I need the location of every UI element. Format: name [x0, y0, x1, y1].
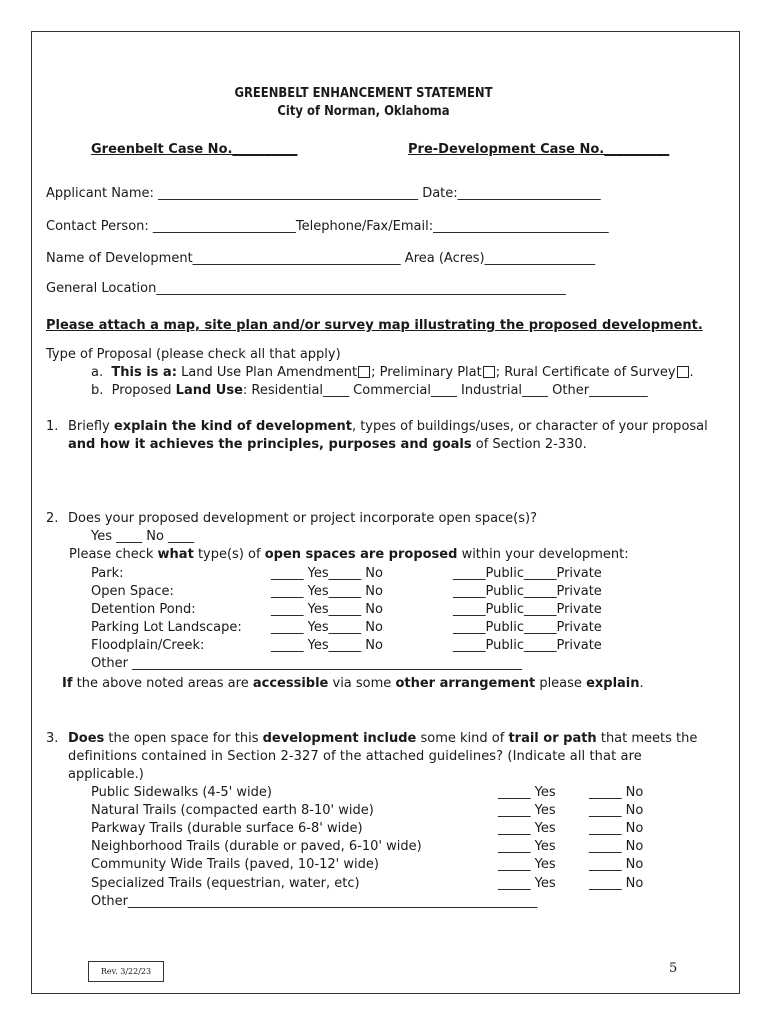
- open-space-label: Park:: [91, 566, 124, 581]
- proposal-a-label: This is a:: [111, 365, 177, 380]
- revision-label: Rev. 3/22/23: [88, 961, 164, 982]
- predevelopment-case-field[interactable]: Pre-Development Case No.__________: [408, 142, 670, 157]
- proposal-a-end: .: [689, 365, 694, 380]
- trail-yes-field[interactable]: _____ Yes: [498, 803, 556, 818]
- q3-trail-or-path: trail or path: [508, 731, 597, 746]
- proposal-a-prefix: a.: [91, 365, 104, 380]
- open-space-other-field[interactable]: Other ____________________________________________________________: [91, 656, 523, 671]
- form-subtitle: City of Norman, Oklahoma: [277, 104, 450, 119]
- proposal-b-prefix: b.: [91, 383, 104, 398]
- q2-check-text: Please check: [69, 547, 154, 562]
- trail-yes-field[interactable]: _____ Yes: [498, 785, 556, 800]
- trail-no-field[interactable]: _____ No: [589, 857, 644, 872]
- trail-type-label: Public Sidewalks (4-5' wide): [91, 785, 272, 800]
- proposal-line-a: [91, 365, 694, 381]
- q3-line1: [68, 731, 697, 747]
- q1-bold-goals: and how it achieves the principles, purposes and goals: [68, 437, 472, 452]
- q2-question: Does your proposed development or project incorporate open space(s)?: [68, 511, 537, 526]
- development-name-field[interactable]: Name of Development________________________________ Area (Acres)_________________: [46, 251, 596, 266]
- note-via-some: via some: [332, 676, 392, 691]
- q3-some-kind: some kind of: [420, 731, 505, 746]
- land-use-label: Land Use: [175, 383, 243, 398]
- note-if: If: [62, 676, 73, 691]
- q3-text: the open space for this: [108, 731, 259, 746]
- rural-certificate-checkbox[interactable]: [677, 366, 689, 378]
- open-space-public-private[interactable]: _____Public_____Private: [453, 638, 602, 653]
- q2-open-spaces-proposed: open spaces are proposed: [264, 547, 458, 562]
- open-space-label: Open Space:: [91, 584, 174, 599]
- q2-accessible-note: [62, 676, 644, 692]
- q2-check-instruction: [69, 547, 629, 563]
- q3-does: Does: [68, 731, 105, 746]
- open-space-label: Detention Pond:: [91, 602, 196, 617]
- trail-no-field[interactable]: _____ No: [589, 803, 644, 818]
- applicant-name-field[interactable]: Applicant Name: ________________________________________ Date:______________________: [46, 186, 601, 201]
- trail-other-field[interactable]: Other_______________________________________________________________: [91, 894, 538, 909]
- preliminary-plat-checkbox[interactable]: [483, 366, 495, 378]
- page-number: 5: [669, 961, 678, 976]
- open-space-public-private[interactable]: _____Public_____Private: [453, 584, 602, 599]
- note-text: the above noted areas are: [76, 676, 249, 691]
- q3-line2: definitions contained in Section 2-327 of the attached guidelines? (Indicate all that are: [68, 749, 642, 764]
- q2-number: 2.: [46, 511, 59, 526]
- note-please: please: [539, 676, 582, 691]
- land-use-amendment-label: Land Use Plan Amendment: [181, 365, 358, 380]
- trail-type-label: Natural Trails (compacted earth 8-10' wide): [91, 803, 374, 818]
- q3-development-include: development include: [262, 731, 417, 746]
- trail-yes-field[interactable]: _____ Yes: [498, 876, 556, 891]
- open-space-public-private[interactable]: _____Public_____Private: [453, 620, 602, 635]
- greenbelt-case-field[interactable]: Greenbelt Case No.__________: [91, 142, 298, 157]
- trail-no-field[interactable]: _____ No: [589, 876, 644, 891]
- open-space-yes-no[interactable]: _____ Yes_____ No: [271, 602, 383, 617]
- trail-yes-field[interactable]: _____ Yes: [498, 821, 556, 836]
- open-space-yes-no[interactable]: _____ Yes_____ No: [271, 584, 383, 599]
- land-use-options[interactable]: : Residential____ Commercial____ Industrial____ Other_________: [242, 383, 648, 398]
- q2-types-of: type(s) of: [197, 547, 261, 562]
- trail-type-label: Community Wide Trails (paved, 10-12' wide): [91, 857, 379, 872]
- trail-type-label: Specialized Trails (equestrian, water, etc): [91, 876, 360, 891]
- note-explain: explain: [586, 676, 640, 691]
- trail-type-label: Parkway Trails (durable surface 6-8' wide): [91, 821, 363, 836]
- open-space-yes-no[interactable]: _____ Yes_____ No: [271, 566, 383, 581]
- general-location-field[interactable]: General Location_______________________________________________________________: [46, 281, 566, 296]
- trail-yes-field[interactable]: _____ Yes: [498, 839, 556, 854]
- trail-yes-field[interactable]: _____ Yes: [498, 857, 556, 872]
- rural-certificate-label: ; Rural Certificate of Survey: [495, 365, 676, 380]
- note-other-arrangement: other arrangement: [395, 676, 536, 691]
- q3-number: 3.: [46, 731, 59, 746]
- open-space-public-private[interactable]: _____Public_____Private: [453, 602, 602, 617]
- open-space-public-private[interactable]: _____Public_____Private: [453, 566, 602, 581]
- q1-text: Briefly: [68, 419, 110, 434]
- q3-meets: that meets the: [600, 731, 698, 746]
- attach-map-note: Please attach a map, site plan and/or survey map illustrating the proposed development.: [46, 318, 703, 333]
- q2-yes-no-field[interactable]: Yes ____ No ____: [91, 529, 195, 544]
- q2-within-development: within your development:: [461, 547, 629, 562]
- note-accessible: accessible: [252, 676, 329, 691]
- q1-number: 1.: [46, 419, 59, 434]
- q1-line2: [68, 437, 587, 453]
- open-space-label: Floodplain/Creek:: [91, 638, 205, 653]
- q1-text-rest: , types of buildings/uses, or character of your proposal: [351, 419, 708, 434]
- q1-line1: [68, 419, 708, 435]
- open-space-yes-no[interactable]: _____ Yes_____ No: [271, 620, 383, 635]
- q1-bold-text: explain the kind of development: [113, 419, 352, 434]
- trail-no-field[interactable]: _____ No: [589, 785, 644, 800]
- open-space-label: Parking Lot Landscape:: [91, 620, 242, 635]
- note-period: .: [639, 676, 644, 691]
- land-use-amendment-checkbox[interactable]: [358, 366, 370, 378]
- trail-no-field[interactable]: _____ No: [589, 821, 644, 836]
- proposal-b-text: Proposed: [111, 383, 172, 398]
- q1-section-ref: of Section 2-330.: [475, 437, 587, 452]
- proposal-intro: Type of Proposal (please check all that apply): [46, 347, 341, 362]
- trail-type-label: Neighborhood Trails (durable or paved, 6-10' wide): [91, 839, 422, 854]
- trail-no-field[interactable]: _____ No: [589, 839, 644, 854]
- preliminary-plat-label: ; Preliminary Plat: [371, 365, 482, 380]
- contact-person-field[interactable]: Contact Person: ______________________Telephone/Fax/Email:___________________________: [46, 219, 609, 234]
- proposal-line-b[interactable]: [91, 383, 648, 399]
- form-title: GREENBELT ENHANCEMENT STATEMENT: [234, 86, 493, 101]
- q2-what: what: [157, 547, 194, 562]
- q3-line3: applicable.): [68, 767, 144, 782]
- open-space-yes-no[interactable]: _____ Yes_____ No: [271, 638, 383, 653]
